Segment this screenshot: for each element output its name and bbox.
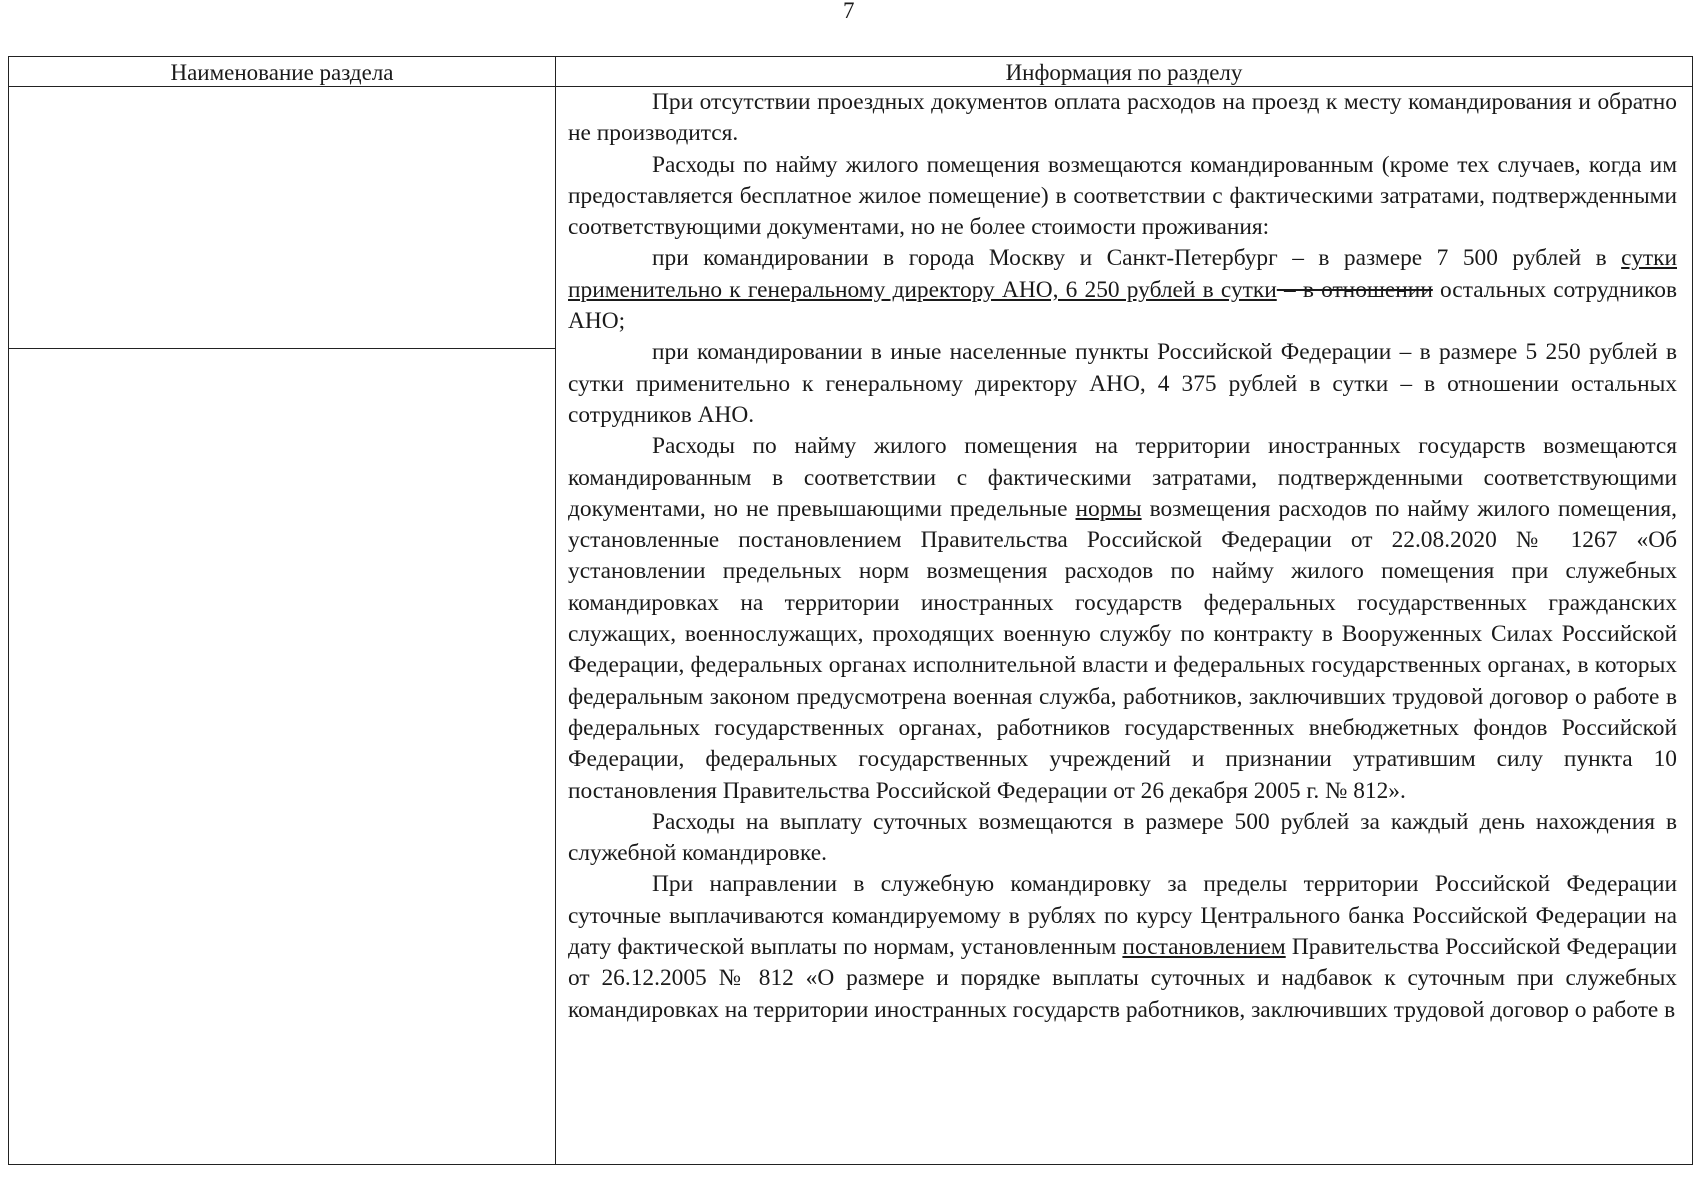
text-span: возмещения расходов по найму жилого помещения, установленные постановлением Правительства Российской Федерации от 22.08.2020 № 1267 «Об установлении предельных норм возмещения расходов по найму жилого помещения при служебных командировках на территории иностранных государств федеральных государственных гражданских служащих, военнослужащих, проходящих военную службу по контракту в Вооруженных Силах Российской Федерации, федеральных органах исполнительной власти и федеральных государственных органах, в которых федеральным законом предусмотрена военная служба, работников, заключивших трудовой договор о работе в федеральных государственных органах, работников государственных внебюджетных фондов Российской Федерации, федеральных государственных учреждений и признании утратившим силу пункта 10 постановления Правительства Российской Федерации от 26 декабря 2005 г. № 812». <box>568 495 1677 804</box>
section-table <box>8 56 1693 1165</box>
paragraph-daily-allowance: Расходы на выплату суточных возмещаются в размере 500 рублей за каждый день нахождения в служебной командировке. <box>568 808 1677 867</box>
paragraph-foreign-housing <box>568 431 1677 807</box>
header-section-name: Наименование раздела <box>170 60 394 85</box>
section-info-cell <box>568 87 1677 1026</box>
text-span: Расходы по найму жилого помещения на территории иностранных государств возмещаются командированным в соответствии с фактическими затратами, подтвержденными соответствующими документами, но не превышающими предельные <box>568 433 1677 522</box>
paragraph-other-cities-rates: при командировании в иные населенные пункты Российской Федерации – в размере 5 250 рублей в сутки применительно к генеральному директору АНО, 4 375 рублей в сутки – в отношении остальных сотрудников АНО. <box>568 339 1677 428</box>
header-section-info: Информация по разделу <box>1005 60 1243 85</box>
text-span: при командировании в города Москву и Санкт-Петербург – в размере 7 500 рублей в <box>652 245 1622 272</box>
page-number: 7 <box>843 0 855 23</box>
struck-text: – в отношении <box>1276 276 1433 303</box>
left-row-divider <box>9 348 555 349</box>
column-divider <box>555 57 556 1164</box>
paragraph-moscow-spb-rates <box>568 243 1677 337</box>
link-postanovleniem[interactable]: постановлением <box>1122 934 1286 961</box>
text-span: остальных сотрудников АНО; <box>568 276 1677 335</box>
underlined-text: сутки применительно к генеральному директору АНО, 6 250 рублей в сутки <box>568 245 1677 303</box>
table-header-row <box>9 57 1692 87</box>
paragraph-housing-expenses: Расходы по найму жилого помещения возмещаются командированным (кроме тех случаев, когда им предоставляется бесплатное жилое помещение) в соответствии с фактическими затратами, подтвержденными соответствующими документами, но не более стоимости проживания: <box>568 151 1677 241</box>
text-span: Правительства Российской Федерации от 26.12.2005 № 812 «О размере и порядке выплаты суточных и надбавок к суточным при служебных командировках на территории иностранных государств работников, заключивших трудовой договор о работе в <box>568 934 1677 1023</box>
paragraph-no-tickets: При отсутствии проездных документов оплата расходов на проезд к месту командирования и обратно не производится. <box>568 89 1677 147</box>
text-span: При направлении в служебную командировку за пределы территории Российской Федерации суточные выплачиваются командируемому в рублях по курсу Центрального банка Российской Федерации на дату фактической выплаты по нормам, установленным <box>568 871 1677 961</box>
link-normy[interactable]: нормы <box>1075 495 1142 522</box>
paragraph-foreign-daily-allowance <box>568 869 1677 1025</box>
